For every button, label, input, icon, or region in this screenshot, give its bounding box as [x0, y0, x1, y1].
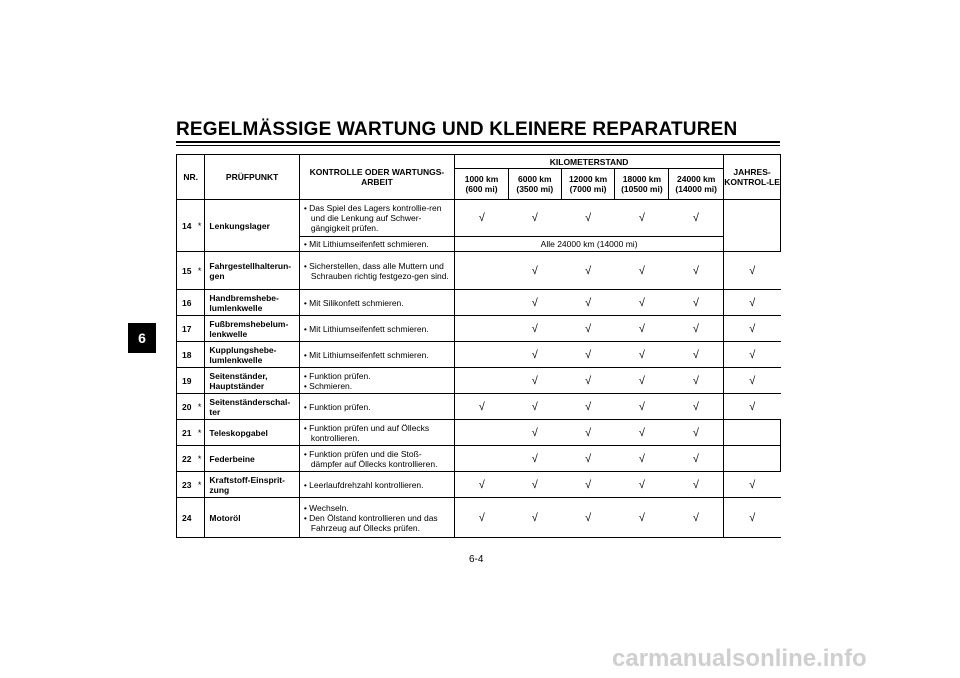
header-row	[177, 155, 781, 169]
check-mark: √	[455, 200, 509, 237]
check-mark: √	[615, 472, 669, 498]
table-row: 17 Fußbremshebelum-lenkwelle • Mit Lithiumseifenfett schmieren. √ √ √ √ √	[177, 316, 781, 342]
table-row: 21 * Teleskopgabel • Funktion prüfen und auf Öllecks kontrollieren. √ √ √ √	[177, 420, 781, 446]
title-rule	[176, 141, 780, 143]
header-check: KONTROLLE ODER WARTUNGS-ARBEIT	[299, 155, 454, 200]
check-mark: √	[508, 200, 561, 237]
check-mark: √	[724, 368, 781, 394]
check-mark: √	[508, 472, 561, 498]
check-mark: √	[561, 446, 615, 472]
check-mark: √	[724, 252, 781, 290]
page-title: REGELMÄSSIGE WARTUNG UND KLEINERE REPARATUREN	[176, 119, 738, 140]
check-mark: √	[669, 316, 724, 342]
check-mark: √	[561, 420, 615, 446]
check-mark: √	[561, 498, 615, 538]
check-mark: √	[455, 394, 509, 420]
check-mark: √	[455, 498, 509, 538]
header-km: 18000 km (10500 mi)	[615, 169, 669, 200]
check-mark: √	[724, 472, 781, 498]
check-mark: √	[669, 252, 724, 290]
check-mark: √	[669, 290, 724, 316]
check-mark: √	[561, 252, 615, 290]
check-mark: √	[615, 342, 669, 368]
check-mark: √	[669, 420, 724, 446]
check-mark: √	[615, 252, 669, 290]
table-row: 22 * Federbeine • Funktion prüfen und die Stoß-dämpfer auf Öllecks kontrollieren. √ √ √ √	[177, 446, 781, 472]
check-mark: √	[615, 394, 669, 420]
check-mark: √	[508, 420, 561, 446]
maintenance-table	[176, 154, 781, 538]
check-mark: √	[508, 342, 561, 368]
header-point: PRÜFPUNKT	[205, 155, 299, 200]
table-row: 14 * Lenkungslager • Das Spiel des Lagers kontrollie-ren und die Lenkung auf Schwer-gängigkeit prüfen. √ √ √ √ √	[177, 200, 781, 237]
table-row: 16 Handbremshebe-lumlenkwelle • Mit Silikonfett schmieren. √ √ √ √ √	[177, 290, 781, 316]
check-mark: √	[615, 446, 669, 472]
check-mark: √	[561, 200, 615, 237]
check-mark: √	[508, 316, 561, 342]
header-km: 24000 km (14000 mi)	[669, 169, 724, 200]
table-row: • Mit Lithiumseifenfett schmieren. Alle 24000 km (14000 mi)	[177, 237, 781, 252]
check-mark: √	[724, 498, 781, 538]
check-mark: √	[455, 472, 509, 498]
header-annual: JAHRES-KONTROL-LE	[724, 155, 781, 200]
check-mark: √	[615, 200, 669, 237]
title-rule-thin	[176, 145, 780, 146]
check-mark: √	[724, 290, 781, 316]
header-km: 6000 km (3500 mi)	[508, 169, 561, 200]
check-mark: √	[669, 368, 724, 394]
check-mark: √	[615, 368, 669, 394]
table-row: 15 * Fahrgestellhalterun-gen • Sicherstellen, dass alle Muttern und Schrauben richtig festgezo-gen sind. √ √ √ √ √	[177, 252, 781, 290]
header-km-group: KILOMETERSTAND	[455, 155, 724, 169]
check-mark: √	[615, 498, 669, 538]
check-mark: √	[508, 498, 561, 538]
check-mark: √	[508, 394, 561, 420]
check-mark: √	[669, 200, 724, 237]
header-nr: NR.	[177, 155, 205, 200]
check-mark: √	[724, 342, 781, 368]
header-km: 12000 km (7000 mi)	[561, 169, 615, 200]
check-mark: √	[615, 316, 669, 342]
check-mark: √	[561, 368, 615, 394]
check-mark: √	[561, 342, 615, 368]
check-mark: √	[508, 446, 561, 472]
check-mark: √	[669, 498, 724, 538]
table-row: 23 * Kraftstoff-Einsprit-zung • Leerlaufdrehzahl kontrollieren. √ √ √ √ √ √	[177, 472, 781, 498]
check-mark: √	[561, 316, 615, 342]
check-mark: √	[669, 394, 724, 420]
check-mark: √	[561, 290, 615, 316]
check-mark: √	[561, 472, 615, 498]
check-mark: √	[724, 394, 781, 420]
check-mark: √	[615, 420, 669, 446]
check-mark: √	[508, 252, 561, 290]
table-row: 24 Motoröl • Wechseln. • Den Ölstand kontrollieren und das Fahrzeug auf Öllecks prüfen. √ √ √ √ √ √	[177, 498, 781, 538]
table-row: 18 Kupplungshebe-lumlenkwelle • Mit Lithiumseifenfett schmieren. √ √ √ √ √	[177, 342, 781, 368]
watermark: carmanualsonline.info	[612, 645, 867, 672]
chapter-tab: 6	[128, 323, 156, 353]
check-mark: √	[615, 290, 669, 316]
check-mark: √	[508, 368, 561, 394]
check-mark: √	[669, 342, 724, 368]
check-mark: √	[669, 446, 724, 472]
interval-note: Alle 24000 km (14000 mi)	[455, 237, 724, 252]
table-row: 19 Seitenständer, Hauptständer • Funktion prüfen. • Schmieren. √ √ √ √ √	[177, 368, 781, 394]
check-mark: √	[508, 290, 561, 316]
header-km: 1000 km (600 mi)	[455, 169, 509, 200]
check-mark: √	[669, 472, 724, 498]
check-mark: √	[724, 316, 781, 342]
check-mark: √	[561, 394, 615, 420]
page-number: 6-4	[469, 554, 484, 565]
table-row: 20 * Seitenständerschal-ter • Funktion prüfen. √ √ √ √ √ √	[177, 394, 781, 420]
